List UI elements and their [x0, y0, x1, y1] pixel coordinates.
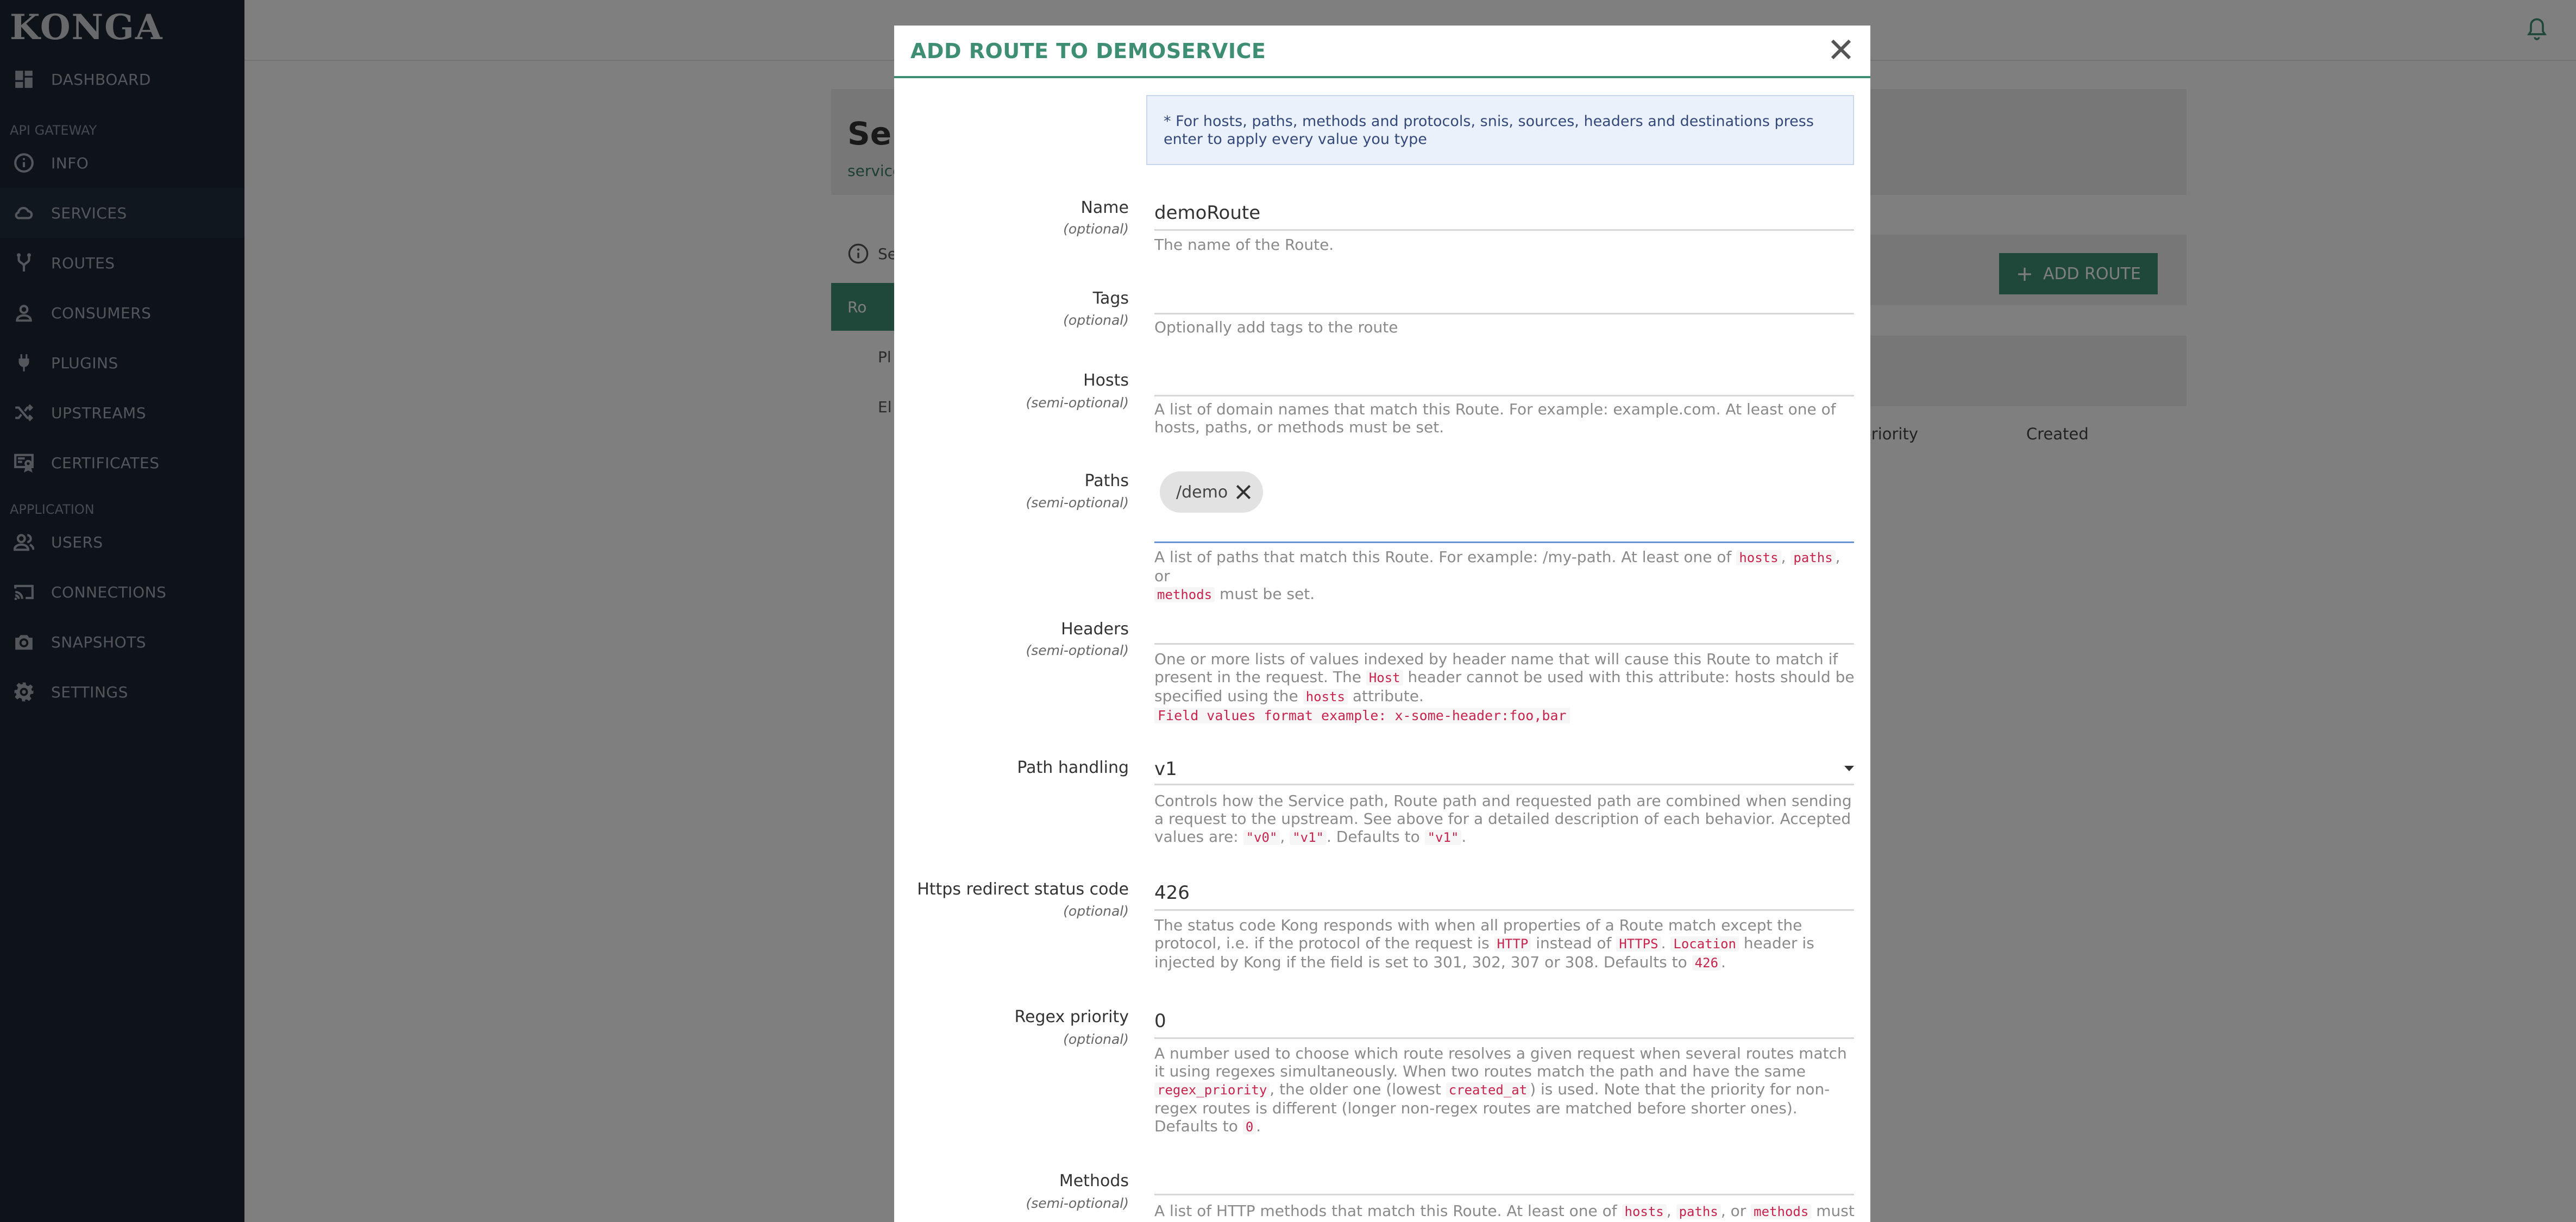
add-route-modal	[894, 26, 1870, 1222]
name-label: Name	[1080, 198, 1129, 217]
hosts-label: Hosts	[1083, 371, 1129, 390]
close-button[interactable]	[1828, 36, 1854, 62]
methods-semi-optional-hint: (semi-optional)	[1026, 1195, 1129, 1211]
headers-input[interactable]	[1154, 613, 1854, 645]
path-handling-help: Controls how the Service path, Route path and requested path are combined when sending a request to the upstream. See above for a detailed description of each behavior. Accepted values are: "v0" , "v1" . Defaults to "v1" .	[1154, 792, 1852, 846]
info-alert: * For hosts, paths, methods and protocols, snis, sources, headers and destinations press enter to apply every value you type	[1146, 95, 1854, 165]
methods-help: A list of HTTP methods that match this Route. At least one of hosts , paths , or methods must	[1154, 1202, 1855, 1220]
tags-help: Optionally add tags to the route	[1154, 318, 1398, 336]
tags-input[interactable]	[1154, 283, 1854, 314]
modal-header	[894, 26, 1870, 78]
paths-label: Paths	[1084, 471, 1129, 490]
regex-priority-help: A number used to choose which route resolves a given request when several routes match it using regexes simultaneously. When two routes match the path and have the same regex_priority , the older one (lowest created_at ) is used. Note that the priority for non-regex routes is different (longer non-regex routes are matched before shorter ones). Defaults to 0 .	[1154, 1044, 1847, 1135]
path-handling-select[interactable]	[1154, 758, 1854, 785]
name-help: The name of the Route.	[1154, 236, 1334, 254]
headers-label: Headers	[1061, 620, 1129, 639]
modal-title: ADD ROUTE TO DEMOSERVICE	[910, 39, 1266, 63]
name-input[interactable]	[1154, 199, 1854, 231]
path-chip-label: /demo	[1176, 482, 1228, 502]
https-redirect-optional-hint: (optional)	[1063, 903, 1129, 919]
path-handling-value: v1	[1154, 758, 1177, 780]
remove-chip-icon[interactable]	[1233, 481, 1254, 503]
methods-label: Methods	[1059, 1171, 1129, 1190]
hosts-semi-optional-hint: (semi-optional)	[1026, 395, 1129, 411]
paths-help: A list of paths that match this Route. For example: /my-path. At least one of hosts , paths , or methods must be set.	[1154, 548, 1840, 603]
tags-label: Tags	[1092, 289, 1129, 308]
path-chip	[1160, 471, 1263, 513]
paths-input[interactable]	[1154, 517, 1854, 543]
hosts-help: A list of domain names that match this Route. For example: example.com. At least one of hosts, paths, or methods must be set.	[1154, 400, 1836, 436]
regex-priority-input[interactable]	[1154, 1007, 1854, 1039]
name-optional-hint: (optional)	[1063, 221, 1129, 237]
methods-input[interactable]	[1154, 1168, 1854, 1195]
path-handling-label: Path handling	[1017, 758, 1129, 777]
https-redirect-label: Https redirect status code	[917, 880, 1129, 899]
chevron-down-icon	[1844, 766, 1854, 771]
paths-semi-optional-hint: (semi-optional)	[1026, 495, 1129, 511]
regex-priority-label: Regex priority	[1014, 1007, 1129, 1026]
headers-format-example: Field values format example: x-some-header:foo,bar	[1154, 708, 1570, 723]
hosts-input[interactable]	[1154, 365, 1854, 396]
headers-help: One or more lists of values indexed by header name that will cause this Route to match if present in the request. The Host header cannot be used with this attribute: hosts should be specified using the hosts attribute. Field values format example: x-some-header:foo,bar	[1154, 650, 1855, 723]
https-redirect-input[interactable]	[1154, 879, 1854, 911]
regex-priority-optional-hint: (optional)	[1063, 1031, 1129, 1047]
tags-optional-hint: (optional)	[1063, 312, 1129, 328]
close-icon	[1828, 36, 1854, 62]
headers-semi-optional-hint: (semi-optional)	[1026, 643, 1129, 658]
https-redirect-help: The status code Kong responds with when all properties of a Route match except the protocol, i.e. if the protocol of the request is HTTP instead of HTTPS . Location header is injected by Kong if the field is set to 301, 302, 307 or 308. Defaults to 426 .	[1154, 916, 1814, 971]
